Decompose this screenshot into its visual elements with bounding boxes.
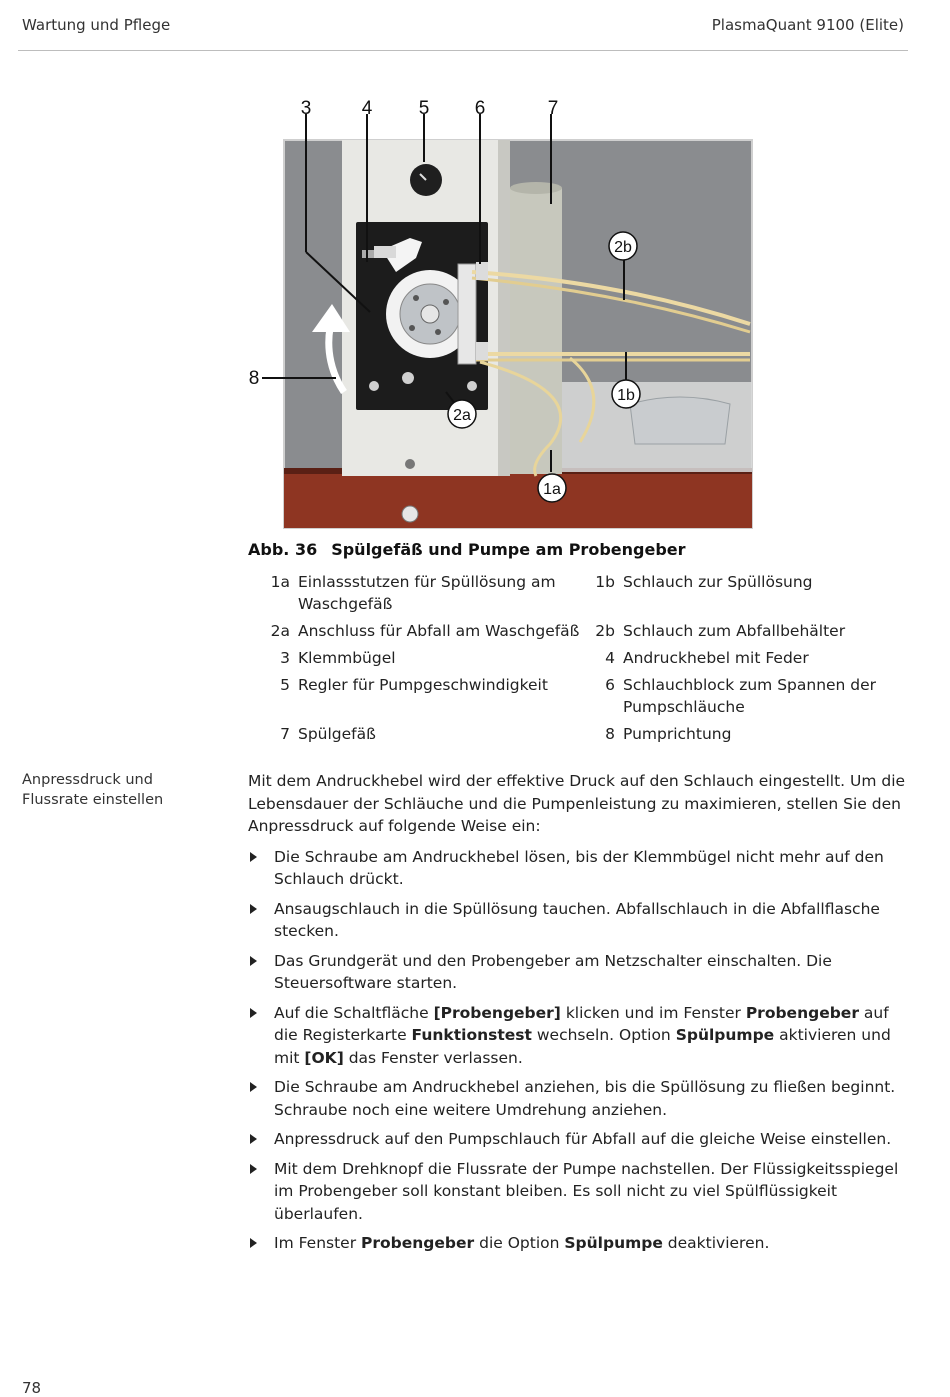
- callout-5: 5: [418, 98, 430, 119]
- header-rule: [18, 50, 908, 51]
- callout-7: 7: [547, 98, 559, 119]
- callout-8: 8: [248, 368, 260, 389]
- callout-1b: 1b: [617, 387, 635, 404]
- step-text: Die Schraube am Andruckhebel anziehen, bis die Spüllösung zu fließen beginnt. Schraube noch eine weitere Umdrehung anziehen.: [274, 1078, 896, 1119]
- step-text-part: die Option: [474, 1234, 565, 1252]
- legend-row: [262, 723, 912, 745]
- legend-text: Anschluss für Abfall am Waschgefäß: [298, 622, 580, 640]
- step-text-part: klicken und im Fenster: [560, 1003, 746, 1022]
- step-arrow-icon: [250, 1134, 257, 1144]
- legend-row: [262, 674, 912, 718]
- legend-text: Regler für Pumpgeschwindigkeit: [298, 676, 548, 694]
- intro-paragraph: Mit dem Andruckhebel wird der effektive Druck auf den Schlauch eingestellt. Um die Lebensdauer der Schläuche und die Pumpenleistung zu maximieren, stellen Sie den Anpressdruck auf folgende Weise ein:: [248, 772, 906, 835]
- legend-text: Spülgefäß: [298, 725, 376, 743]
- figure-number: Abb. 36: [248, 540, 318, 559]
- legend-key: 4: [605, 649, 615, 667]
- step-text-part: Im Fenster: [274, 1234, 362, 1252]
- legend-text: Andruckhebel mit Feder: [623, 649, 809, 667]
- callout-6: 6: [474, 98, 486, 119]
- figure-title: Spülgefäß und Pumpe am Probengeber: [331, 540, 686, 559]
- procedure-body: [248, 770, 908, 1262]
- step-text: Das Grundgerät und den Probengeber am Netzschalter einschalten. Die Steuersoftware starten.: [274, 951, 832, 992]
- step-arrow-icon: [250, 904, 257, 914]
- procedure-step: [248, 846, 908, 891]
- callout-4: 4: [361, 98, 373, 119]
- legend-key: 6: [605, 676, 615, 694]
- legend-key: 3: [280, 649, 290, 667]
- procedure-step: [248, 950, 908, 995]
- legend-row: [262, 620, 912, 642]
- callout-2b: 2b: [614, 239, 632, 256]
- legend-key: 8: [605, 725, 615, 743]
- running-header-chapter: Wartung und Pflege: [22, 16, 171, 34]
- legend-key: 5: [280, 676, 290, 694]
- step-text: Ansaugschlauch in die Spüllösung tauchen. Abfallschlauch in die Abfallflasche stecken.: [274, 899, 880, 940]
- step-arrow-icon: [250, 1082, 257, 1092]
- instrument-red-base: [284, 472, 752, 528]
- legend-key: 2b: [595, 622, 615, 640]
- step-text: Mit dem Drehknopf die Flussrate der Pumpe nachstellen. Der Flüssigkeitsspiegel im Probengeber soll konstant bleiben. Es soll nicht zu viel Spülflüssigkeit überlaufen.: [274, 1159, 899, 1223]
- callout-2a: 2a: [453, 407, 471, 424]
- page-number: 78: [22, 1379, 42, 1397]
- ui-tab-ref: Funktionstest: [411, 1026, 532, 1044]
- legend-text: Schlauch zur Spüllösung: [623, 573, 813, 591]
- step-text-part: das Fenster verlassen.: [343, 1048, 523, 1067]
- legend-row: [262, 571, 912, 615]
- step-text: [274, 1234, 769, 1252]
- ui-option-ref: Spülpumpe: [564, 1234, 663, 1252]
- step-arrow-icon: [250, 1238, 257, 1248]
- legend-key: 7: [280, 725, 290, 743]
- callout-1a: 1a: [543, 481, 561, 498]
- legend-row: [262, 647, 912, 669]
- procedure-step: [248, 1128, 908, 1151]
- legend-key: 1b: [595, 573, 615, 591]
- step-arrow-icon: [250, 1164, 257, 1174]
- rinse-vessel: [510, 188, 562, 474]
- legend-text: Schlauchblock zum Spannen der Pumpschläuche: [623, 676, 877, 716]
- step-text: [274, 1004, 891, 1067]
- procedure-steps: [248, 846, 908, 1255]
- figure-caption: [248, 540, 686, 559]
- step-text-part: wechseln. Option: [531, 1026, 676, 1044]
- ui-option-ref: Spülpumpe: [675, 1026, 775, 1044]
- step-text-part: Auf die Schaltfläche: [274, 1003, 434, 1022]
- legend-key: 1a: [270, 573, 290, 591]
- procedure-step: [248, 1158, 908, 1226]
- legend-text: Schlauch zum Abfallbehälter: [623, 622, 846, 640]
- step-text-part: aktivieren und mit: [274, 1026, 891, 1067]
- step-text-part: deaktivieren.: [662, 1234, 770, 1252]
- step-arrow-icon: [250, 956, 257, 966]
- legend-text: Einlassstutzen für Spüllösung am Waschgefäß: [298, 573, 556, 613]
- legend-text: Klemmbügel: [298, 649, 396, 667]
- procedure-step: [248, 1002, 908, 1070]
- running-header-product: PlasmaQuant 9100 (Elite): [711, 16, 904, 34]
- callout-3: 3: [300, 98, 312, 119]
- ui-button-ref: [OK]: [304, 1048, 344, 1067]
- procedure-step: [248, 1076, 908, 1121]
- ui-window-ref: Probengeber: [745, 1003, 859, 1022]
- pump-photo-figure: [240, 92, 760, 532]
- legend-key: 2a: [270, 622, 290, 640]
- step-text-part: auf die Registerkarte: [274, 1003, 889, 1044]
- step-text: Die Schraube am Andruckhebel lösen, bis der Klemmbügel nicht mehr auf den Schlauch drückt.: [274, 847, 884, 888]
- step-arrow-icon: [250, 852, 257, 862]
- ui-button-ref: [Probengeber]: [433, 1003, 561, 1022]
- step-text: Anpressdruck auf den Pumpschlauch für Abfall auf die gleiche Weise einstellen.: [274, 1130, 892, 1148]
- procedure-step: [248, 1232, 908, 1255]
- procedure-step: [248, 898, 908, 943]
- step-arrow-icon: [250, 1008, 257, 1018]
- margin-section-label: Anpressdruck und Flussrate einstellen: [22, 772, 164, 808]
- ui-window-ref: Probengeber: [361, 1234, 475, 1252]
- figure-legend: [262, 571, 912, 745]
- legend-text: Pumprichtung: [623, 725, 732, 743]
